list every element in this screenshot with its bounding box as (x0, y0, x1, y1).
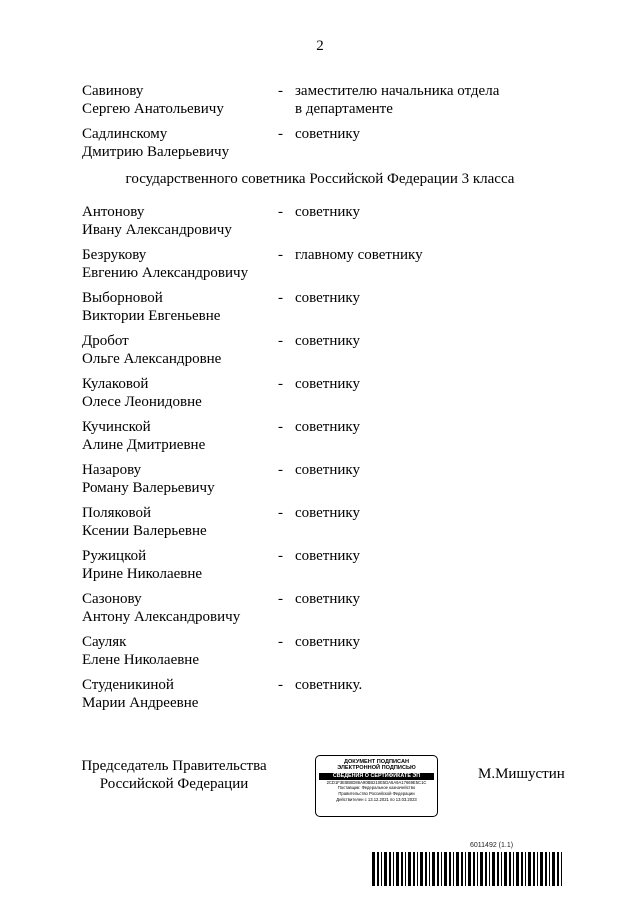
section-heading: государственного советника Российской Федерации 3 класса (125, 171, 515, 187)
electronic-signature-stamp (315, 755, 438, 817)
list-item (82, 125, 542, 165)
dash: - (278, 591, 283, 607)
dash: - (278, 505, 283, 521)
person-name: Кучинской Алине Дмитриевне (82, 419, 206, 453)
dash: - (278, 290, 283, 306)
position: советнику (295, 591, 360, 607)
dash: - (278, 634, 283, 650)
position: советнику (295, 548, 360, 564)
dash: - (278, 247, 283, 263)
person-name: Безрукову Евгению Александровичу (82, 247, 249, 281)
dash: - (278, 333, 283, 349)
position: советнику (295, 505, 360, 521)
stamp-line: ЭЛЕКТРОННОЙ ПОДПИСЬЮ (337, 765, 416, 772)
person-name: Дробот Ольге Александровне (82, 333, 222, 367)
position: советнику (295, 333, 360, 349)
list-item (82, 676, 542, 716)
person-name: Студеникиной Марии Андреевне (82, 677, 199, 711)
list-item (82, 461, 542, 501)
person-name: Кулаковой Олесе Леонидовне (82, 376, 202, 410)
dash: - (278, 204, 283, 220)
dash: - (278, 548, 283, 564)
barcode-icon (372, 852, 564, 886)
dash: - (278, 677, 283, 693)
signatory-name: М.Мишустин (478, 766, 565, 782)
list-item (82, 82, 542, 122)
document-code: 6011492 (1.1) (470, 842, 514, 849)
list-item (82, 504, 542, 544)
signatory-title: Председатель Правительства Российской Федерации (81, 758, 267, 792)
person-name: Сауляк Елене Николаевне (82, 634, 199, 668)
position: советнику. (295, 677, 363, 693)
person-name: Назарову Роману Валерьевичу (82, 462, 215, 496)
position: советнику (295, 290, 360, 306)
person-name: Сазонову Антону Александровичу (82, 591, 241, 625)
dash: - (278, 462, 283, 478)
person-name: Выборновой Виктории Евгеньевне (82, 290, 221, 324)
person-name: Антонову Ивану Александровичу (82, 204, 232, 238)
position: советнику (295, 376, 360, 392)
list-item (82, 203, 542, 243)
list-item (82, 590, 542, 630)
list-item (82, 633, 542, 673)
person-name: Савинову Сергею Анатольевичу (82, 83, 224, 117)
position: заместителю начальника отдела в департаменте (295, 83, 500, 117)
stamp-certificate-bar: СВЕДЕНИЯ О СЕРТИФИКАТЕ ЭП (319, 773, 434, 780)
stamp-validity: Действителен с 13.12.2021 по 13.03.2023 (336, 796, 417, 802)
person-name: Поляковой Ксении Валерьевне (82, 505, 207, 539)
position: советнику (295, 126, 360, 142)
stamp-owner: Правительство Российской Федерации (338, 791, 415, 796)
stamp-serial: 2CD1F3E8B8D86A90BB210E5DA5A9A17669E5C1C (326, 779, 427, 785)
list-item (82, 289, 542, 329)
dash: - (278, 83, 283, 99)
position: советнику (295, 462, 360, 478)
position: советнику (295, 204, 360, 220)
dash: - (278, 419, 283, 435)
person-name: Садлинскому Дмитрию Валерьевичу (82, 126, 230, 160)
position: главному советнику (295, 247, 423, 263)
position: советнику (295, 419, 360, 435)
dash: - (278, 126, 283, 142)
stamp-owner: Поставщик: Федеральное казначейство (337, 785, 416, 791)
list-item (82, 547, 542, 587)
person-name: Ружицкой Ирине Николаевне (82, 548, 203, 582)
list-item (82, 418, 542, 458)
page-number: 2 (316, 38, 324, 54)
dash: - (278, 376, 283, 392)
list-item (82, 375, 542, 415)
list-item (82, 246, 542, 286)
stamp-line: ДОКУМЕНТ ПОДПИСАН (343, 759, 410, 765)
position: советнику (295, 634, 360, 650)
list-item (82, 332, 542, 372)
